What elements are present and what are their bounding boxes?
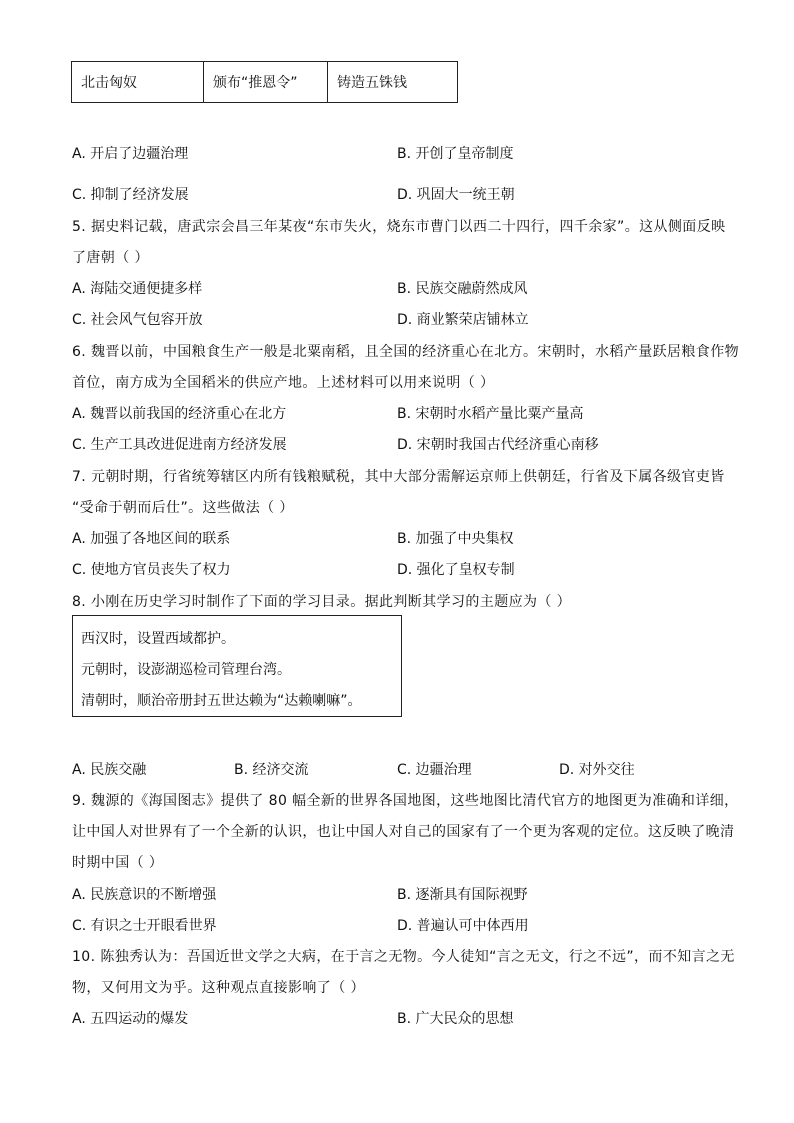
q4-option-b: B. 开创了皇帝制度 — [397, 146, 514, 162]
q6-option-d: D. 宋朝时我国古代经济重心南移 — [397, 437, 599, 453]
q6-stem-line2: 首位，南方成为全国稻米的供应产地。上述材料可以用来说明（ ） — [72, 375, 495, 391]
q5-option-d: D. 商业繁荣店铺林立 — [397, 312, 529, 328]
q4-option-c: C. 抑制了经济发展 — [72, 187, 189, 203]
q10-option-a: A. 五四运动的爆发 — [72, 1011, 189, 1027]
q10-stem-line2: 物，又何用文为乎。这种观点直接影响了（ ） — [72, 980, 365, 996]
q8-option-d: D. 对外交往 — [559, 762, 635, 778]
table-cell: 颁布“推恩令” — [204, 62, 328, 103]
q7-option-b: B. 加强了中央集权 — [397, 531, 514, 547]
q5-stem-line2: 了唐朝（ ） — [72, 250, 149, 266]
q9-stem-line1: 9. 魏源的《海国图志》提供了 80 幅全新的世界各国地图，这些地图比清代官方的地图更为准确和详细， — [72, 793, 739, 809]
catalog-entry: 西汉时，设置西域都护。 — [81, 631, 235, 647]
q7-stem-line2: “受命于朝而后仕”。这些做法（ ） — [72, 500, 294, 516]
q8-option-c: C. 边疆治理 — [397, 762, 472, 778]
q7-option-a: A. 加强了各地区间的联系 — [72, 531, 231, 547]
material-table — [71, 61, 458, 103]
q9-option-b: B. 逐渐具有国际视野 — [397, 887, 528, 903]
q10-option-b: B. 广大民众的思想 — [397, 1011, 514, 1027]
study-catalog-box — [72, 615, 402, 717]
q5-stem-line1: 5. 据史料记载，唐武宗会昌三年某夜“东市失火，烧东市曹门以西二十四行，四千余家”。这从侧面反映 — [72, 219, 726, 235]
q7-option-c: C. 使地方官员丧失了权力 — [72, 562, 231, 578]
q6-stem-line1: 6. 魏晋以前，中国粮食生产一般是北粟南稻，且全国的经济重心在北方。宋朝时，水稻产量跃居粮食作物 — [72, 344, 740, 360]
q10-stem-line1: 10. 陈独秀认为：吾国近世文学之大病，在于言之无物。今人徒知“言之无文，行之不远”，而不知言之无 — [72, 949, 735, 965]
q6-option-b: B. 宋朝时水稻产量比粟产量高 — [397, 406, 584, 422]
q8-option-a: A. 民族交融 — [72, 762, 147, 778]
q9-option-d: D. 普遍认可中体西用 — [397, 918, 529, 934]
table-cell: 北击匈奴 — [72, 62, 204, 103]
q6-option-c: C. 生产工具改进促进南方经济发展 — [72, 437, 287, 453]
catalog-entry: 元朝时，设澎湖巡检司管理台湾。 — [81, 662, 291, 678]
q9-stem-line2: 让中国人对世界有了一个全新的认识，也让中国人对自己的国家有了一个更为客观的定位。这反映了晚清 — [72, 824, 735, 840]
q9-option-a: A. 民族意识的不断增强 — [72, 887, 217, 903]
q9-option-c: C. 有识之士开眼看世界 — [72, 918, 217, 934]
q4-option-a: A. 开启了边疆治理 — [72, 146, 189, 162]
table-row — [72, 62, 458, 103]
q8-stem-line1: 8. 小刚在历史学习时制作了下面的学习目录。据此判断其学习的主题应为（ ） — [72, 594, 572, 610]
q4-option-d: D. 巩固大一统王朝 — [397, 187, 515, 203]
q6-option-a: A. 魏晋以前我国的经济重心在北方 — [72, 406, 287, 422]
q7-stem-line1: 7. 元朝时期，行省统筹辖区内所有钱粮赋税，其中大部分需解运京师上供朝廷，行省及下属各级官吏皆 — [72, 469, 725, 485]
q5-option-b: B. 民族交融蔚然成风 — [397, 281, 528, 297]
q5-option-a: A. 海陆交通便捷多样 — [72, 281, 203, 297]
q9-stem-line3: 时期中国（ ） — [72, 855, 164, 871]
table-cell: 铸造五铢钱 — [328, 62, 458, 103]
q5-option-c: C. 社会风气包容开放 — [72, 312, 203, 328]
q7-option-d: D. 强化了皇权专制 — [397, 562, 515, 578]
q8-option-b: B. 经济交流 — [234, 762, 309, 778]
catalog-entry: 清朝时，顺治帝册封五世达赖为“达赖喇嘛”。 — [81, 693, 362, 709]
